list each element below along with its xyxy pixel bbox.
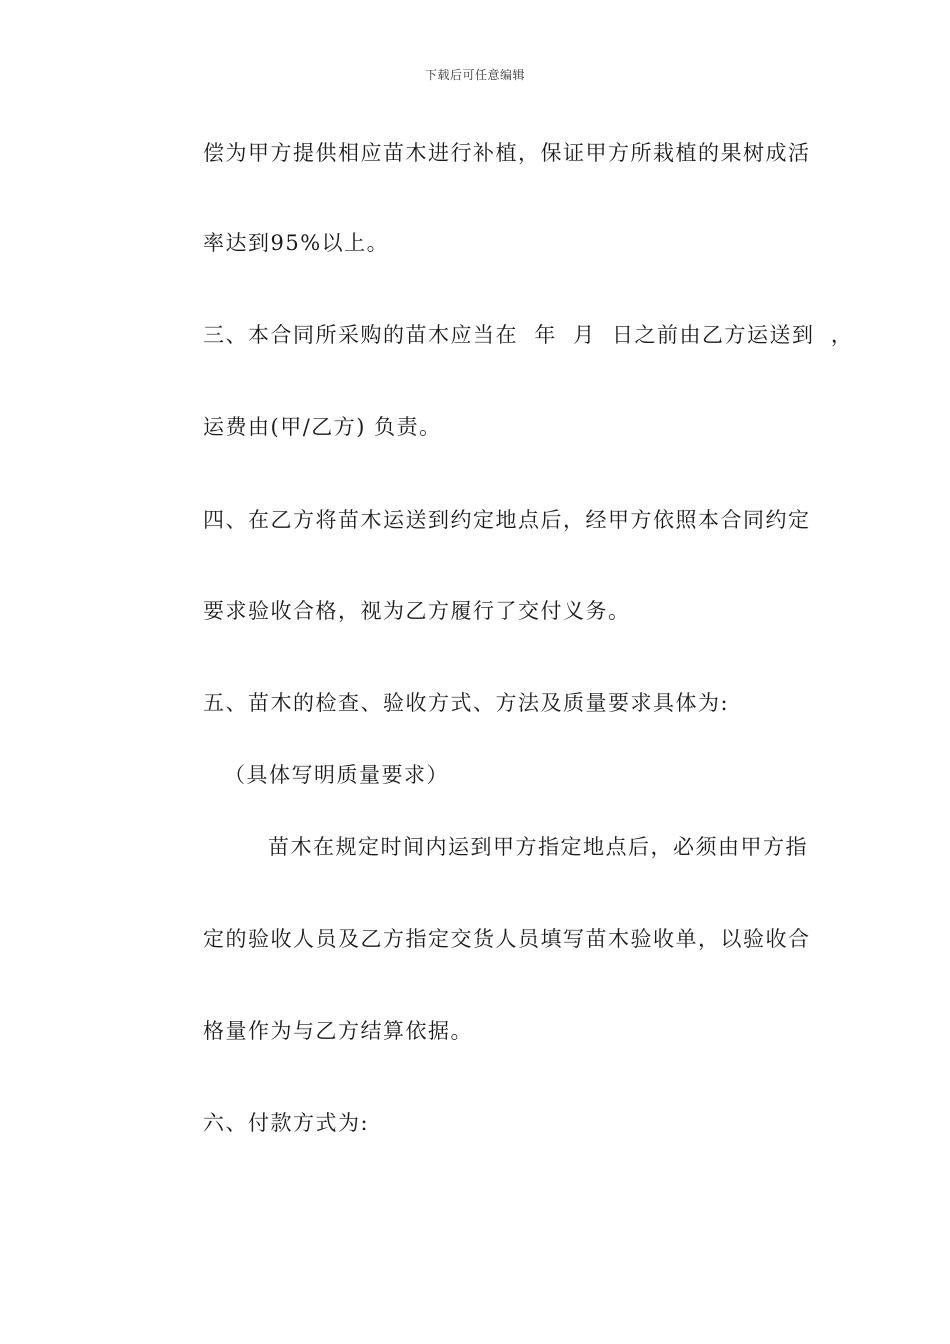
body-line: 五、苗木的检查、验收方式、方法及质量要求具体为:: [203, 691, 730, 715]
body-line: 率达到95%以上。: [203, 231, 390, 255]
body-line: 偿为甲方提供相应苗木进行补植，保证甲方所栽植的果树成活: [203, 141, 811, 165]
body-line: 运费由(甲/乙方) 负责。: [203, 415, 442, 439]
body-line: 四、在乙方将苗木运送到约定地点后，经甲方依照本合同约定: [203, 508, 811, 532]
body-line: 三、本合同所采购的苗木应当在 年 月 日之前由乙方运送到 ，: [203, 323, 854, 347]
body-line: 格量作为与乙方结算依据。: [203, 1019, 473, 1043]
body-line-indented: （具体写明质量要求）: [224, 763, 449, 787]
body-line-indented: 苗木在规定时间内运到甲方指定地点后，必须由甲方指: [268, 835, 808, 859]
page-header: 下载后可任意编辑: [424, 68, 525, 82]
body-line: 六、付款方式为:: [203, 1111, 370, 1135]
body-line: 定的验收人员及乙方指定交货人员填写苗木验收单，以验收合: [203, 927, 811, 951]
body-line: 要求验收合格，视为乙方履行了交付义务。: [203, 599, 631, 623]
